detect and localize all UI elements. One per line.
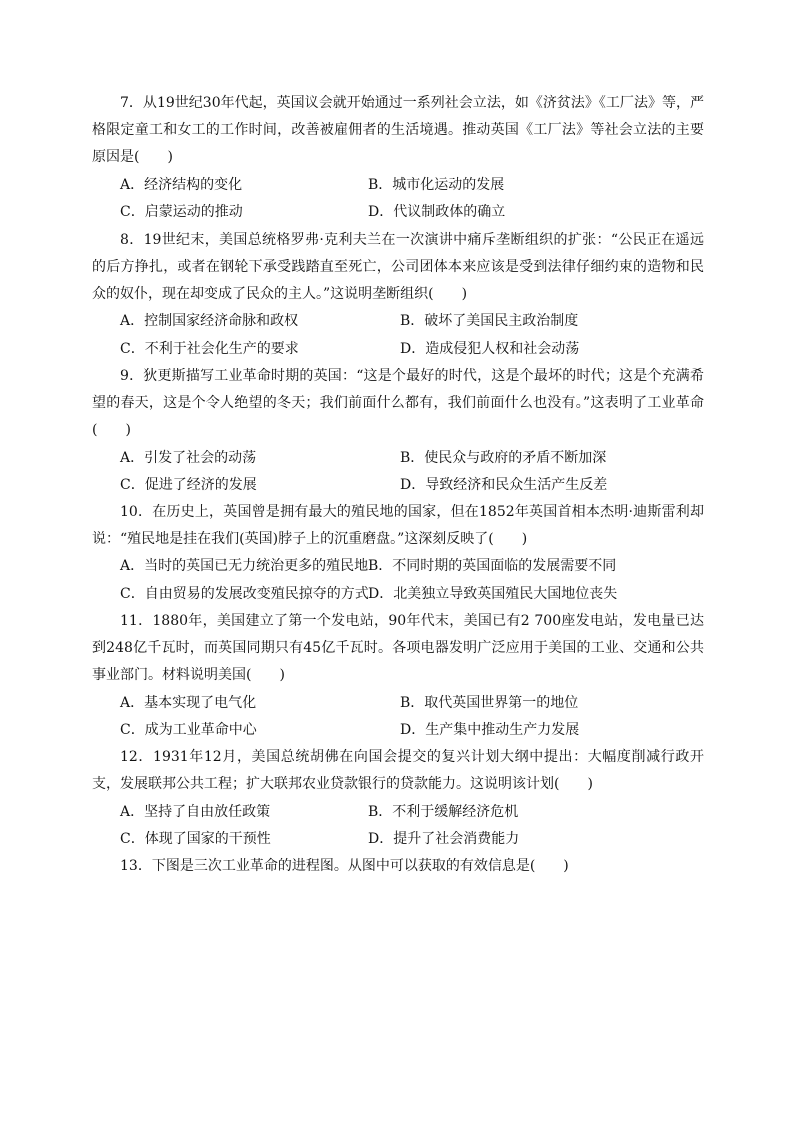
question-11-option-c: C．成为工业革命中心: [120, 722, 257, 738]
question-9-option-b: B．使民众与政府的矛盾不断加深: [400, 450, 607, 466]
question-10-stem: 10．在历史上，英国曾是拥有最大的殖民地的国家，但在1852年英国首相本杰明·迪斯雷利却说：“殖民地是挂在我们(英国)脖子上的沉重磨盘。”这深刻反映了( ): [92, 504, 704, 548]
question-12-option-d: D．提升了社会消费能力: [368, 831, 520, 847]
question-11-stem: 11．1880年，美国建立了第一个发电站，90年代末，美国已有2 700座发电站，发电量已达到248亿千瓦时，而英国同期只有45亿千瓦时。各项电器发明广泛应用于美国的工业、交通和公共事业部门。材料说明美国( ): [92, 613, 704, 684]
question-9-stem: 9．狄更斯描写工业革命时期的英国：“这是个最好的时代，这是个最坏的时代；这是个充满希望的春天，这是个令人绝望的冬天；我们前面什么都有，我们前面什么也没有。”这表明了工业革命( ): [92, 368, 704, 439]
question-11-option-a: A．基本实现了电气化: [120, 695, 257, 711]
question-10-option-a: A．当时的英国已无力统治更多的殖民地: [120, 558, 369, 574]
question-9-option-d: D．导致经济和民众生活产生反差: [400, 477, 608, 493]
question-12-option-b: B．不利于缓解经济危机: [368, 804, 519, 820]
question-9-option-c: C．促进了经济的发展: [120, 477, 257, 493]
question-7-option-c: C．启蒙运动的推动: [120, 204, 243, 220]
question-7-option-d: D．代议制政体的确立: [368, 204, 506, 220]
question-10-option-c: C．自由贸易的发展改变殖民掠夺的方式: [120, 586, 369, 602]
question-10-option-b: B．不同时期的英国面临的发展需要不同: [368, 558, 617, 574]
question-8-option-c: C．不利于社会化生产的要求: [120, 341, 299, 357]
question-12-option-a: A．坚持了自由放任政策: [120, 804, 271, 820]
question-7-stem: 7．从19世纪30年代起，英国议会就开始通过一系列社会立法，如《济贫法》《工厂法》等，严格限定童工和女工的工作时间，改善被雇佣者的生活境遇。推动英国《工厂法》等社会立法的主要原因是( ): [92, 95, 704, 166]
question-13-stem: 13．下图是三次工业革命的进程图。从图中可以获取的有效信息是( ): [120, 858, 569, 874]
question-10-option-d: D．北美独立导致英国殖民大国地位丧失: [368, 586, 618, 602]
question-8-option-b: B．破坏了美国民主政治制度: [400, 313, 579, 329]
question-11-option-b: B．取代英国世界第一的地位: [400, 695, 579, 711]
question-12-stem: 12．1931年12月，美国总统胡佛在向国会提交的复兴计划大纲中提出：大幅度削减行政开支，发展联邦公共工程；扩大联邦农业贷款银行的贷款能力。这说明该计划( ): [92, 749, 704, 793]
question-9-option-a: A．引发了社会的动荡: [120, 450, 257, 466]
question-7-option-b: B．城市化运动的发展: [368, 177, 505, 193]
question-8-stem: 8．19世纪末，美国总统格罗弗·克利夫兰在一次演讲中痛斥垄断组织的扩张：“公民正在遥远的后方挣扎，或者在钢轮下承受践踏直至死亡，公司团体本来应该是受到法律仔细约束的造物和民众的奴仆，现在却变成了民众的主人。”这说明垄断组织( ): [92, 232, 704, 303]
question-12-option-c: C．体现了国家的干预性: [120, 831, 271, 847]
question-8-option-a: A．控制国家经济命脉和政权: [120, 313, 299, 329]
question-8-option-d: D．造成侵犯人权和社会动荡: [400, 341, 580, 357]
question-11-option-d: D．生产集中推动生产力发展: [400, 722, 580, 738]
question-7-option-a: A．经济结构的变化: [120, 177, 243, 193]
